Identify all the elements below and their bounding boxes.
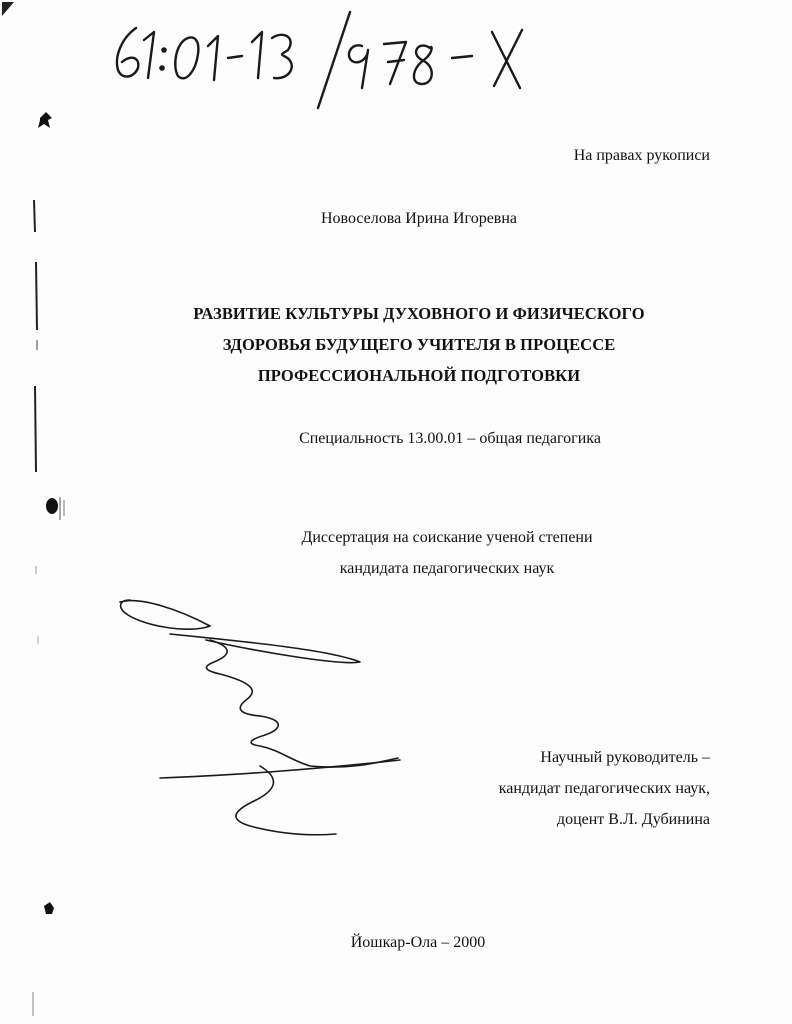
supervisor-line-3: доцент В.Л. Дубинина [556, 811, 710, 828]
supervisor-line-2: кандидат педагогических наук, [498, 780, 710, 797]
specialty-line: Специальность 13.00.01 – общая педагогика [299, 430, 601, 447]
handwritten-catalog-number [100, 4, 570, 114]
degree-line-1: Диссертация на соискание ученой степени [301, 529, 593, 546]
degree-line-2: кандидата педагогических наук [339, 560, 555, 577]
title-line-3: ПРОФЕССИОНАЛЬНОЙ ПОДГОТОВКИ [257, 366, 581, 385]
degree-statement [0, 522, 792, 584]
signature [110, 590, 410, 850]
manuscript-rights-label: На правах рукописи [573, 147, 710, 164]
dissertation-title [0, 298, 792, 391]
title-line-1: РАЗВИТИЕ КУЛЬТУРЫ ДУХОВНОГО И ФИЗИЧЕСКОГО [193, 304, 645, 323]
scientific-supervisor [499, 742, 710, 835]
supervisor-line-1: Научный руководитель – [540, 749, 710, 766]
title-line-2: ЗДОРОВЬЯ БУДУЩЕГО УЧИТЕЛЯ В ПРОЦЕССЕ [222, 335, 616, 354]
author-name: Новоселова Ирина Игоревна [320, 210, 518, 227]
city-and-year: Йошкар-Ола – 2000 [350, 934, 486, 951]
